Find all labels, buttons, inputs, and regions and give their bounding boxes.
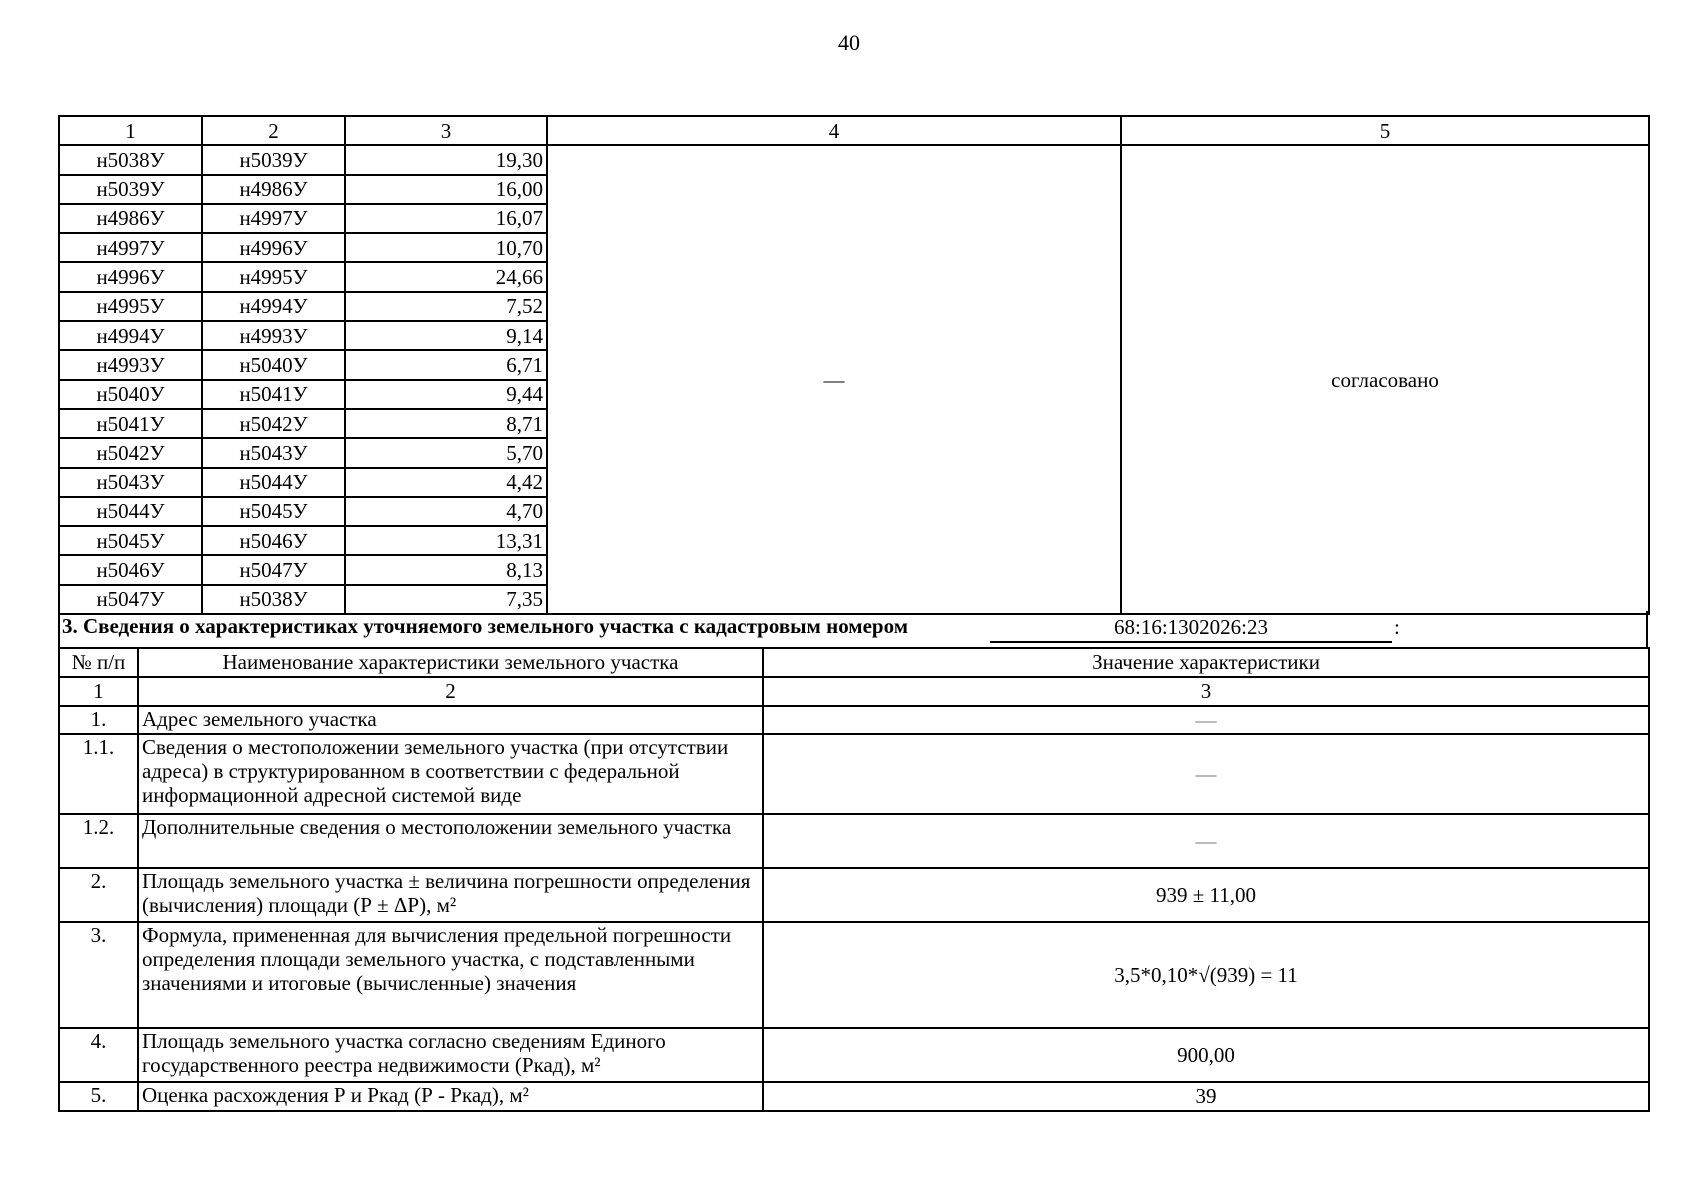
distance-cell: 9,44 bbox=[345, 380, 547, 409]
boundary-col-header: 4 bbox=[547, 116, 1121, 145]
characteristic-name: Адрес земельного участка bbox=[138, 706, 763, 734]
char-col-number: 3 bbox=[763, 677, 1649, 706]
boundary-col-header: 2 bbox=[202, 116, 345, 145]
point-from-cell: н5047У bbox=[59, 585, 202, 614]
page-number: 40 bbox=[838, 30, 860, 55]
point-to-cell: н5043У bbox=[202, 438, 345, 467]
boundary-table bbox=[58, 115, 1650, 615]
row-number: 1. bbox=[59, 706, 138, 734]
point-to-cell: н4993У bbox=[202, 321, 345, 350]
char-col-header: Значение характеристики bbox=[763, 648, 1649, 677]
characteristic-value: — bbox=[763, 814, 1649, 868]
point-from-cell: н5045У bbox=[59, 526, 202, 555]
characteristic-name: Сведения о местоположении земельного участка (при отсутствии адреса) в структурированном в соответствии с федеральной информационной адресной системой виде bbox=[138, 734, 763, 814]
point-from-cell: н4997У bbox=[59, 233, 202, 262]
characteristic-name: Площадь земельного участка ± величина погрешности определения (вычисления) площади (Р ± ΔР), м² bbox=[138, 868, 763, 922]
distance-cell: 10,70 bbox=[345, 233, 547, 262]
point-to-cell: н5046У bbox=[202, 526, 345, 555]
point-to-cell: н5041У bbox=[202, 380, 345, 409]
point-to-cell: н4986У bbox=[202, 175, 345, 204]
point-from-cell: н4995У bbox=[59, 292, 202, 321]
point-from-cell: н4996У bbox=[59, 262, 202, 291]
characteristics-row bbox=[59, 706, 1649, 734]
row-number: 2. bbox=[59, 868, 138, 922]
point-from-cell: н5038У bbox=[59, 145, 202, 174]
boundary-col-header: 1 bbox=[59, 116, 202, 145]
point-to-cell: н5040У bbox=[202, 350, 345, 379]
row-number: 1.2. bbox=[59, 814, 138, 868]
boundary-col-header: 3 bbox=[345, 116, 547, 145]
distance-cell: 9,14 bbox=[345, 321, 547, 350]
characteristics-row bbox=[59, 1082, 1649, 1111]
characteristic-value: — bbox=[763, 706, 1649, 734]
distance-cell: 6,71 bbox=[345, 350, 547, 379]
characteristics-header-row bbox=[59, 648, 1649, 677]
point-to-cell: н5038У bbox=[202, 585, 345, 614]
distance-cell: 5,70 bbox=[345, 438, 547, 467]
characteristic-value: — bbox=[763, 734, 1649, 814]
distance-cell: 16,07 bbox=[345, 204, 547, 233]
distance-cell: 7,52 bbox=[345, 292, 547, 321]
cadastral-colon: : bbox=[1394, 615, 1400, 639]
char-col-header: Наименование характеристики земельного участка bbox=[138, 648, 763, 677]
section3-header bbox=[58, 611, 1648, 647]
point-from-cell: н4993У bbox=[59, 350, 202, 379]
char-col-number: 1 bbox=[59, 677, 138, 706]
characteristics-number-row bbox=[59, 677, 1649, 706]
point-from-cell: н4994У bbox=[59, 321, 202, 350]
point-from-cell: н4986У bbox=[59, 204, 202, 233]
row-number: 5. bbox=[59, 1082, 138, 1111]
point-from-cell: н5044У bbox=[59, 497, 202, 526]
point-to-cell: н4996У bbox=[202, 233, 345, 262]
point-to-cell: н5039У bbox=[202, 145, 345, 174]
characteristic-name: Формула, примененная для вычисления предельной погрешности определения площади земельного участка, с подставленными значениями и итоговые (вычисленные) значения bbox=[138, 922, 763, 1028]
section3-title: 3. Сведения о характеристиках уточняемого земельного участка с кадастровым номером bbox=[62, 614, 909, 638]
distance-cell: 24,66 bbox=[345, 262, 547, 291]
point-to-cell: н5042У bbox=[202, 409, 345, 438]
boundary-row bbox=[59, 145, 1649, 174]
point-from-cell: н5042У bbox=[59, 438, 202, 467]
boundary-col-header: 5 bbox=[1121, 116, 1649, 145]
characteristic-name: Площадь земельного участка согласно сведениям Единого государственного реестра недвижимости (Ркад), м² bbox=[138, 1028, 763, 1082]
point-from-cell: н5046У bbox=[59, 555, 202, 584]
col5-merged-cell: согласовано bbox=[1121, 145, 1649, 614]
cadastral-number: 68:16:1302026:23 bbox=[990, 615, 1392, 643]
row-number: 4. bbox=[59, 1028, 138, 1082]
row-number: 1.1. bbox=[59, 734, 138, 814]
distance-cell: 8,71 bbox=[345, 409, 547, 438]
distance-cell: 4,42 bbox=[345, 468, 547, 497]
characteristics-row bbox=[59, 734, 1649, 814]
characteristics-row bbox=[59, 868, 1649, 922]
distance-cell: 4,70 bbox=[345, 497, 547, 526]
char-col-number: 2 bbox=[138, 677, 763, 706]
distance-cell: 8,13 bbox=[345, 555, 547, 584]
point-to-cell: н5045У bbox=[202, 497, 345, 526]
characteristic-value: 900,00 bbox=[763, 1028, 1649, 1082]
char-col-header: № п/п bbox=[59, 648, 138, 677]
characteristic-name: Оценка расхождения Р и Ркад (Р - Ркад), м² bbox=[138, 1082, 763, 1111]
distance-cell: 19,30 bbox=[345, 145, 547, 174]
point-to-cell: н4994У bbox=[202, 292, 345, 321]
characteristics-row bbox=[59, 922, 1649, 1028]
point-to-cell: н4997У bbox=[202, 204, 345, 233]
point-to-cell: н5047У bbox=[202, 555, 345, 584]
point-from-cell: н5039У bbox=[59, 175, 202, 204]
point-to-cell: н5044У bbox=[202, 468, 345, 497]
point-to-cell: н4995У bbox=[202, 262, 345, 291]
characteristics-row bbox=[59, 814, 1649, 868]
row-number: 3. bbox=[59, 922, 138, 1028]
boundary-header-row bbox=[59, 116, 1649, 145]
point-from-cell: н5041У bbox=[59, 409, 202, 438]
characteristic-value: 3,5*0,10*√(939) = 11 bbox=[763, 922, 1649, 1028]
characteristic-value: 939 ± 11,00 bbox=[763, 868, 1649, 922]
point-from-cell: н5043У bbox=[59, 468, 202, 497]
distance-cell: 16,00 bbox=[345, 175, 547, 204]
point-from-cell: н5040У bbox=[59, 380, 202, 409]
characteristics-table bbox=[58, 647, 1650, 1112]
characteristic-value: 39 bbox=[763, 1082, 1649, 1111]
distance-cell: 7,35 bbox=[345, 585, 547, 614]
col4-merged-cell: — bbox=[547, 145, 1121, 614]
characteristics-row bbox=[59, 1028, 1649, 1082]
distance-cell: 13,31 bbox=[345, 526, 547, 555]
characteristic-name: Дополнительные сведения о местоположении земельного участка bbox=[138, 814, 763, 868]
